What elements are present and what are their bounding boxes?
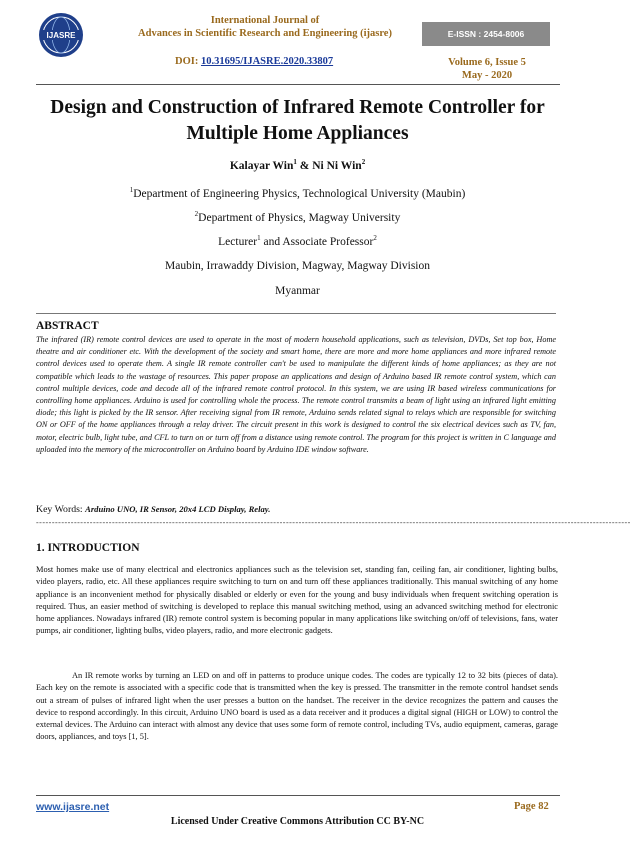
doi-label: DOI: [175, 56, 201, 67]
affiliation-2 [0, 212, 595, 224]
affiliation-5: Myanmar [275, 285, 320, 297]
license-notice: Licensed Under Creative Commons Attribution CC BY-NC [170, 816, 425, 827]
abstract-heading: ABSTRACT [36, 320, 99, 332]
doi-link[interactable]: 10.31695/IJASRE.2020.33807 [200, 56, 334, 67]
keywords-label: Key Words: [36, 504, 86, 515]
keywords-line [36, 504, 270, 515]
affiliation-3-sup2: 2 [373, 234, 377, 243]
logo-text: IJASRE [46, 31, 76, 40]
author-2-sup: 2 [361, 158, 366, 167]
affiliation-3 [0, 236, 595, 248]
footer-divider [36, 795, 560, 796]
affiliation-1-text: Department of Engineering Physics, Technological University (Maubin) [133, 188, 466, 200]
affiliation-2-text: Department of Physics, Magway University [198, 212, 401, 224]
issue-date: May - 2020 [461, 70, 513, 81]
intro-paragraph-1: Most homes make use of many electrical and electronics appliances such as the television set, standing fan, ceiling fan, air conditioner, lighting bulbs, video players, radio, etc. All these appliances require switching to turn on and turn off these appliances traditionally. This manual switching of any home appliance is an inconvenient method for physically disabled or elderly or even for the young and busy individuals when frequent switching operation is required. Thus, an easier method of switching is developed to replace this manual switching method, using an advanced switching method for electronic home appliances. Nowadays infrared (IR) remote control system is becoming popular in many applications like switching on/off of televisions, fans, water pumps, air conditioner, lighting bulbs, video players, radio, and more electronic gadgets. [36, 565, 558, 636]
volume-issue: Volume 6, Issue 5 [448, 57, 526, 68]
title-line2: Multiple Home Appliances [186, 123, 409, 144]
affiliation-3-b: and Associate Professor [260, 236, 374, 248]
author-2: Ni Ni Win [312, 160, 362, 172]
abstract-divider [36, 313, 556, 314]
author-1: Kalayar Win [229, 160, 294, 172]
journal-name [100, 14, 430, 40]
issn-badge: E-ISSN : 2454-8006 [422, 22, 550, 46]
journal-logo [38, 12, 84, 58]
section-heading-introduction: 1. INTRODUCTION [36, 542, 140, 554]
author-1-sup: 1 [293, 158, 297, 167]
volume-info [428, 56, 546, 82]
author-line [0, 160, 595, 172]
journal-name-line1: International Journal of [210, 15, 320, 26]
intro-paragraph-2: An IR remote works by turning an LED on and off in patterns to produce unique codes. The codes are typically 12 to 32 bits (pieces of data). Each key on the remote is associated with a specific code that is transmitted when the key is pressed. The transmitter in the remote control handset sends out a stream of pulses of infrared light when the user presses a button on the handset. The receiver in the device recognizes the pattern and causes the device to respond accordingly. In this circuit, Arduino UNO board is used as a data receiver and it produces a digital signal (HIGH or LOW) to control the external devices. The Arduino can interact with almost any device that uses some form of remote control, including TVs, audio equipment, cameras, garage doors, appliances, and toys [1, 5]. [36, 671, 558, 742]
journal-name-line2: Advances in Scientific Research and Engineering (ijasre) [138, 28, 392, 39]
affiliation-1-sup: 1 [129, 186, 134, 195]
affiliation-3-sup1: 1 [257, 234, 261, 243]
affiliation-4: Maubin, Irrawaddy Division, Magway, Magway Division [165, 260, 430, 272]
page-number: Page 82 [514, 801, 549, 812]
header-divider [36, 84, 560, 85]
author-separator: & [296, 160, 313, 172]
affiliation-1 [0, 188, 595, 200]
dashed-separator: -------------------------------------------------------------------------------------------------------------------------------------------------------------------------------------------- [36, 518, 631, 527]
affiliation-3-a: Lecturer [218, 236, 258, 248]
affiliation-2-sup: 2 [194, 210, 199, 219]
keywords-list: Arduino UNO, IR Sensor, 20x4 LCD Display, Relay. [85, 504, 271, 514]
paper-title [30, 95, 565, 147]
abstract-text: The infrared (IR) remote control devices are used to operate in the most of modern household applications, such as television, DVDs, Set top box, Home theatre and air conditioner etc. With the development of the society and smart home, there are more and more home appliances and more infrared remote control devices used to operate them. A single IR remote controller can't be used to manipulate the different kinds of home appliances; as they are not compatible which leads to the wastage of resources. This paper propose an applications and design of Arduino based IR remote control system, which can control multiple devices, code and decode all of the infrared remote control protocol. In this system, we are using IR based wireless communications for controlling home appliances. Arduino is used for controlling whole the process. The remote control transmits a beam of light using an infrared light emitting diode; this light is picked by the IR sensor. After receiving signal from IR remote, Arduino sends related signal to relays which are responsible for switching ON or OFF of the home appliances through a relay driver. The circuit present in this work is designed to control the six electrical devices such as TV, fan, motor, electric bulb, light tube, and CFL to turn on or turn off from a distance using remote control. The program for this project is written in C language and uploaded into the memory of the microcontroller on Arduino board by Arduino IDE window software. [36, 335, 556, 454]
doi-line [175, 56, 333, 67]
footer-website-link[interactable]: www.ijasre.net [36, 801, 110, 813]
title-line1: Design and Construction of Infrared Remote Controller for [50, 97, 545, 118]
